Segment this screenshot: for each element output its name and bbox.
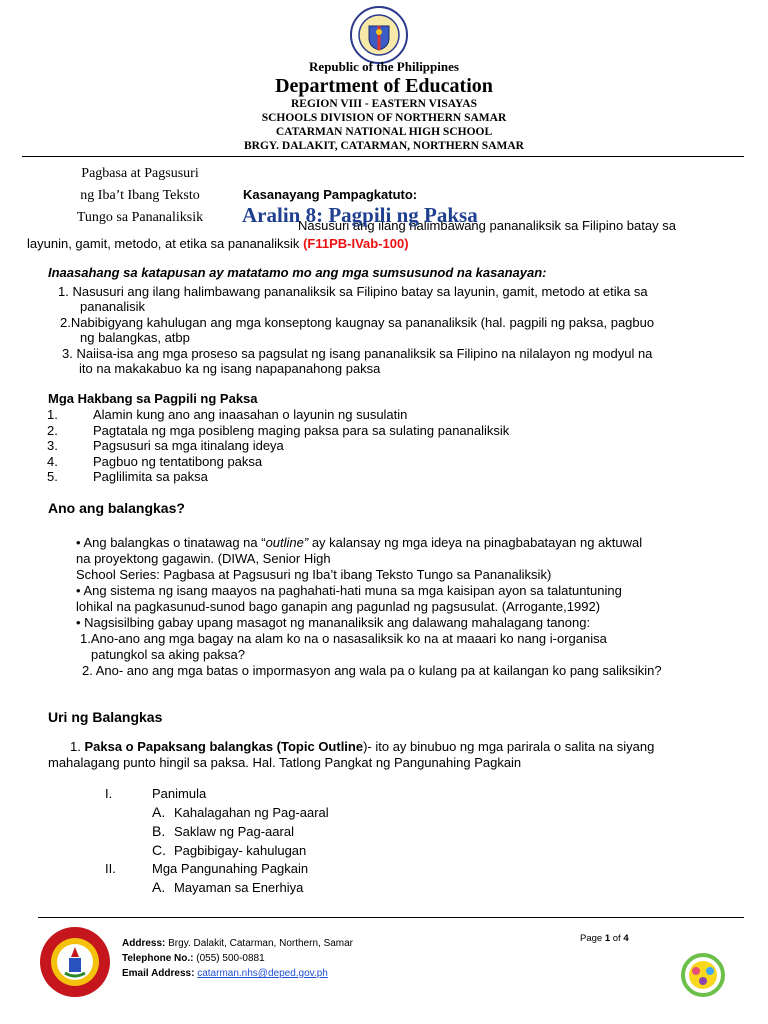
- header-country: Republic of the Philippines: [309, 59, 459, 74]
- uri-paragraph: [48, 739, 654, 771]
- balangkas-p1-line-1: [76, 535, 662, 551]
- hakbang-item: [47, 407, 509, 423]
- hakbang-item: [47, 454, 509, 470]
- balangkas-q2: 2. Ano- ano ang mga batas o impormasyon ang wala pa o kulang pa at kailangan ko pang saliksikin?: [82, 663, 662, 678]
- balangkas-p1-line-2: na proyektong gagawin. (DIWA, Senior High: [76, 551, 331, 566]
- balangkas-p1-b: ay kalansay ng mga ideya na pinagbabatayan ng aktuwal: [308, 535, 643, 550]
- email-label: Email Address:: [122, 968, 195, 979]
- page-current: 1: [604, 933, 611, 944]
- outline-item: [0, 841, 768, 860]
- balangkas-body: [76, 535, 662, 679]
- uri-heading: Uri ng Balangkas: [48, 709, 163, 725]
- hakbang-num: 2.: [47, 422, 58, 438]
- outline-num: C.: [152, 842, 166, 858]
- uri-num: 1.: [70, 739, 85, 754]
- balangkas-p1-line-3: School Series: Pagbasa at Pagsusuri ng Iba’t ibang Teksto Tungo sa Pananaliksik): [76, 567, 552, 582]
- header-school: CATARMAN NATIONAL HIGH SCHOOL: [275, 126, 493, 138]
- uri-paragraph-line-2: mahalagang punto hingil sa paksa. Hal. Tatlong Pangkat ng Pangunahing Pagkain: [48, 755, 522, 770]
- footer-phone: [122, 951, 353, 966]
- page-total: 4: [623, 933, 629, 944]
- inaasahan-item-3-line-1: 3. Naiisa-isa ang mga proseso sa pagsulat ng isang pananaliksik sa Filipino na nilalayon ng modyul na: [62, 346, 653, 361]
- outline-item: [0, 803, 768, 822]
- subject-line-1: Pagbasa at Pagsusuri: [81, 166, 199, 181]
- hakbang-item: [47, 438, 509, 454]
- hakbang-num: 4.: [47, 453, 58, 469]
- page-of: of: [610, 933, 624, 944]
- page-number: [580, 933, 629, 944]
- footer-contact: [122, 936, 353, 981]
- header-division: SCHOOLS DIVISION OF NORTHERN SAMAR: [261, 112, 507, 124]
- aralin-title: Aralin 8: Pagpili ng Paksa: [242, 203, 478, 227]
- topic-outline: [0, 785, 768, 897]
- address-value: Brgy. Dalakit, Catarman, Northern, Samar: [165, 938, 354, 949]
- outline-text: Mayaman sa Enerhiya: [174, 880, 304, 895]
- outline-text: Saklaw ng Pag-aaral: [174, 824, 294, 839]
- balangkas-p1-a: • Ang balangkas o tinatawag na “: [76, 535, 266, 550]
- outline-num: B.: [152, 823, 166, 839]
- inaasahan-item-3-line-2: ito na makakabuo ka ng isang napapanahong paksa: [79, 361, 381, 376]
- hakbang-item: [47, 469, 509, 485]
- balangkas-p3-line-1: • Nagsisilbing gabay upang masagot ng mananaliksik ang dalawang mahalagang tanong:: [76, 615, 591, 630]
- competency-code: (F11PB-IVab-100): [303, 236, 409, 251]
- uri-paragraph-line-1: [48, 739, 654, 755]
- email-link[interactable]: catarman.nhs@deped.gov.ph: [197, 968, 328, 979]
- balangkas-q1-line-2: patungkol sa aking paksa?: [91, 647, 245, 662]
- kasanayan-text-line-2: [27, 236, 409, 251]
- outline-item: [0, 878, 768, 897]
- deped-seal-logo: [350, 6, 408, 64]
- outline-text: Pagbibigay- kahulugan: [174, 843, 307, 858]
- inaasahan-heading: Inaasahang sa katapusan ay matatamo mo ang mga sumsusunod na kasanayan:: [48, 265, 547, 280]
- hakbang-text: Pagtatala ng mga posibleng maging paksa para sa sulating pananaliksik: [93, 422, 510, 438]
- hakbang-text: Pagsusuri sa mga itinalang ideya: [93, 438, 284, 453]
- inaasahan-item-1: [58, 284, 648, 314]
- outline-text: Mga Pangunahing Pagkain: [152, 861, 309, 876]
- balangkas-q1-line-1: 1.Ano-ano ang mga bagay na alam ko na o nasasaliksik ko na at maaari ko nang i-organisa: [80, 631, 607, 646]
- inaasahan-item-2-line-1: 2.Nabibigyang kahulugan ang mga konseptong kaugnay sa pananaliksik (hal. pagpili ng paksa, pagbuo: [60, 315, 655, 330]
- balangkas-heading: Ano ang balangkas?: [48, 500, 185, 516]
- outline-item: [0, 785, 768, 803]
- subject-line-2: ng Iba’t Ibang Teksto: [80, 188, 200, 203]
- inaasahan-item-2-line-2: ng balangkas, atbp: [80, 330, 190, 345]
- subject-line-3: Tungo sa Pananaliksik: [76, 210, 204, 225]
- hakbang-item: [47, 423, 509, 439]
- inaasahan-item-2: [60, 315, 654, 345]
- school-logo: [38, 925, 112, 999]
- balangkas-p2-line-2: lohikal na pagkasunud-sunod bago ganapin ang pagunlad ng pagsusulat. (Arrogante,1992): [76, 599, 601, 614]
- colorful-badge-logo: [678, 953, 728, 997]
- header-department: Department of Education: [275, 75, 493, 97]
- footer-divider: [38, 917, 744, 918]
- outline-num: A.: [152, 879, 166, 895]
- kasanayan-text-line-1: Nasusuri ang ilang halimbawang pananaliksik sa Filipino batay sa: [298, 218, 676, 233]
- footer-email: [122, 966, 353, 981]
- footer-address: [122, 936, 353, 951]
- page-label: Page: [580, 933, 605, 944]
- kasanayan-text-line-2-main: layunin, gamit, metodo, at etika sa pananaliksik: [27, 236, 300, 251]
- header-region: REGION VIII - EASTERN VISAYAS: [291, 98, 477, 110]
- outline-text: Panimula: [152, 786, 207, 801]
- hakbang-text: Alamin kung ano ang inaasahan o layunin ng susulatin: [93, 407, 408, 422]
- phone-value: (055) 500-0881: [193, 953, 265, 964]
- hakbang-num: 1.: [47, 407, 58, 422]
- hakbang-list: [47, 407, 509, 485]
- hakbang-heading: Mga Hakbang sa Pagpili ng Paksa: [48, 391, 258, 406]
- balangkas-p1-em: outline”: [265, 535, 309, 550]
- outline-num: II.: [105, 861, 116, 876]
- subject-title: [40, 163, 240, 229]
- inaasahan-item-1-line-1: 1. Nasusuri ang ilang halimbawang pananaliksik sa Filipino batay sa layunin, gamit, metodo at etika sa: [58, 284, 648, 299]
- address-label: Address:: [122, 938, 166, 949]
- kasanayan-label: Kasanayang Pampagkatuto:: [243, 187, 418, 202]
- header-divider: [22, 156, 744, 157]
- inaasahan-item-3: [62, 346, 652, 376]
- outline-num: A.: [152, 804, 166, 820]
- balangkas-p2-line-1: • Ang sistema ng isang maayos na paghahati-hati muna sa mga kaisipan ayon sa talatuntuning: [76, 583, 622, 598]
- outline-text: Kahalagahan ng Pag-aaral: [174, 805, 329, 820]
- hakbang-text: Pagbuo ng tentatibong paksa: [93, 453, 263, 469]
- outline-num: I.: [105, 786, 113, 801]
- hakbang-text: Paglilimita sa paksa: [93, 469, 208, 484]
- phone-label: Telephone No.:: [122, 953, 194, 964]
- outline-item: [0, 860, 768, 878]
- header-address: BRGY. DALAKIT, CATARMAN, NORTHERN SAMAR: [244, 140, 524, 152]
- hakbang-num: 5.: [47, 469, 58, 484]
- uri-rest: )- ito ay binubuo ng mga parirala o salita na siyang: [363, 739, 655, 754]
- inaasahan-item-1-line-2: pananalisik: [80, 299, 146, 314]
- outline-item: [0, 822, 768, 841]
- hakbang-num: 3.: [47, 438, 58, 453]
- uri-bold: Paksa o Papaksang balangkas (Topic Outline: [84, 739, 364, 754]
